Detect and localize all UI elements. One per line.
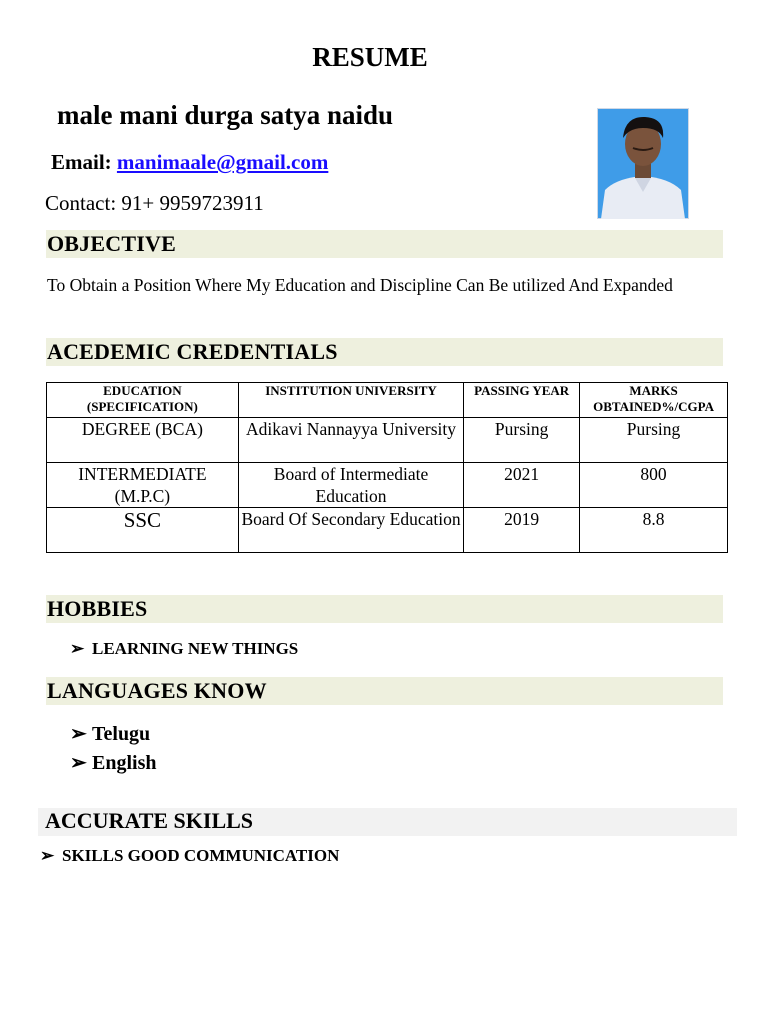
list-item: ➢ SKILLS GOOD COMMUNICATION [40,846,340,865]
cell-institution: Board Of Secondary Education [238,508,464,553]
table-header-row [47,383,728,418]
list-item: ➢ LEARNING NEW THINGS [70,639,299,658]
hobbies-heading: HOBBIES [46,595,723,623]
arrow-bullet-icon: ➢ [40,846,55,865]
cell-year: Pursing [464,418,580,463]
email-label: Email: [51,150,112,174]
table-row [47,418,728,463]
contact-line: Contact: 91+ 9959723911 [45,191,264,215]
cell-marks: Pursing [580,418,728,463]
cell-education: SSC [47,508,239,553]
objective-text: To Obtain a Position Where My Education and Discipline Can Be utilized And Expanded [47,275,673,295]
header-passing-year: PASSING YEAR [464,383,580,418]
languages-heading: LANGUAGES KNOW [46,677,723,705]
arrow-bullet-icon: ➢ [70,752,87,774]
cell-year: 2019 [464,508,580,553]
skills-heading: ACCURATE SKILLS [38,808,737,836]
profile-photo [597,108,689,219]
cell-education: DEGREE (BCA) [47,418,239,463]
objective-heading: OBJECTIVE [46,230,723,258]
email-line [51,150,328,175]
candidate-name: male mani durga satya naidu [57,100,394,130]
header-institution: INSTITUTION UNIVERSITY [238,383,464,418]
cell-marks: 800 [580,463,728,508]
credentials-table [46,382,728,553]
header-education: EDUCATION (SPECIFICATION) [47,383,239,418]
cell-institution: Adikavi Nannayya University [238,418,464,463]
table-row [47,508,728,553]
arrow-bullet-icon: ➢ [70,639,85,658]
cell-education: INTERMEDIATE (M.P.C) [47,463,239,508]
cell-marks: 8.8 [580,508,728,553]
document-title: RESUME [312,42,428,72]
credentials-heading: ACEDEMIC CREDENTIALS [46,338,723,366]
cell-institution: Board of Intermediate Education [238,463,464,508]
table-row [47,463,728,508]
email-link[interactable]: manimaale@gmail.com [116,150,329,174]
header-marks: MARKS OBTAINED%/CGPA [580,383,728,418]
arrow-bullet-icon: ➢ [70,723,87,745]
list-item: ➢ English [70,752,157,774]
list-item: ➢ Telugu [70,723,151,745]
cell-year: 2021 [464,463,580,508]
